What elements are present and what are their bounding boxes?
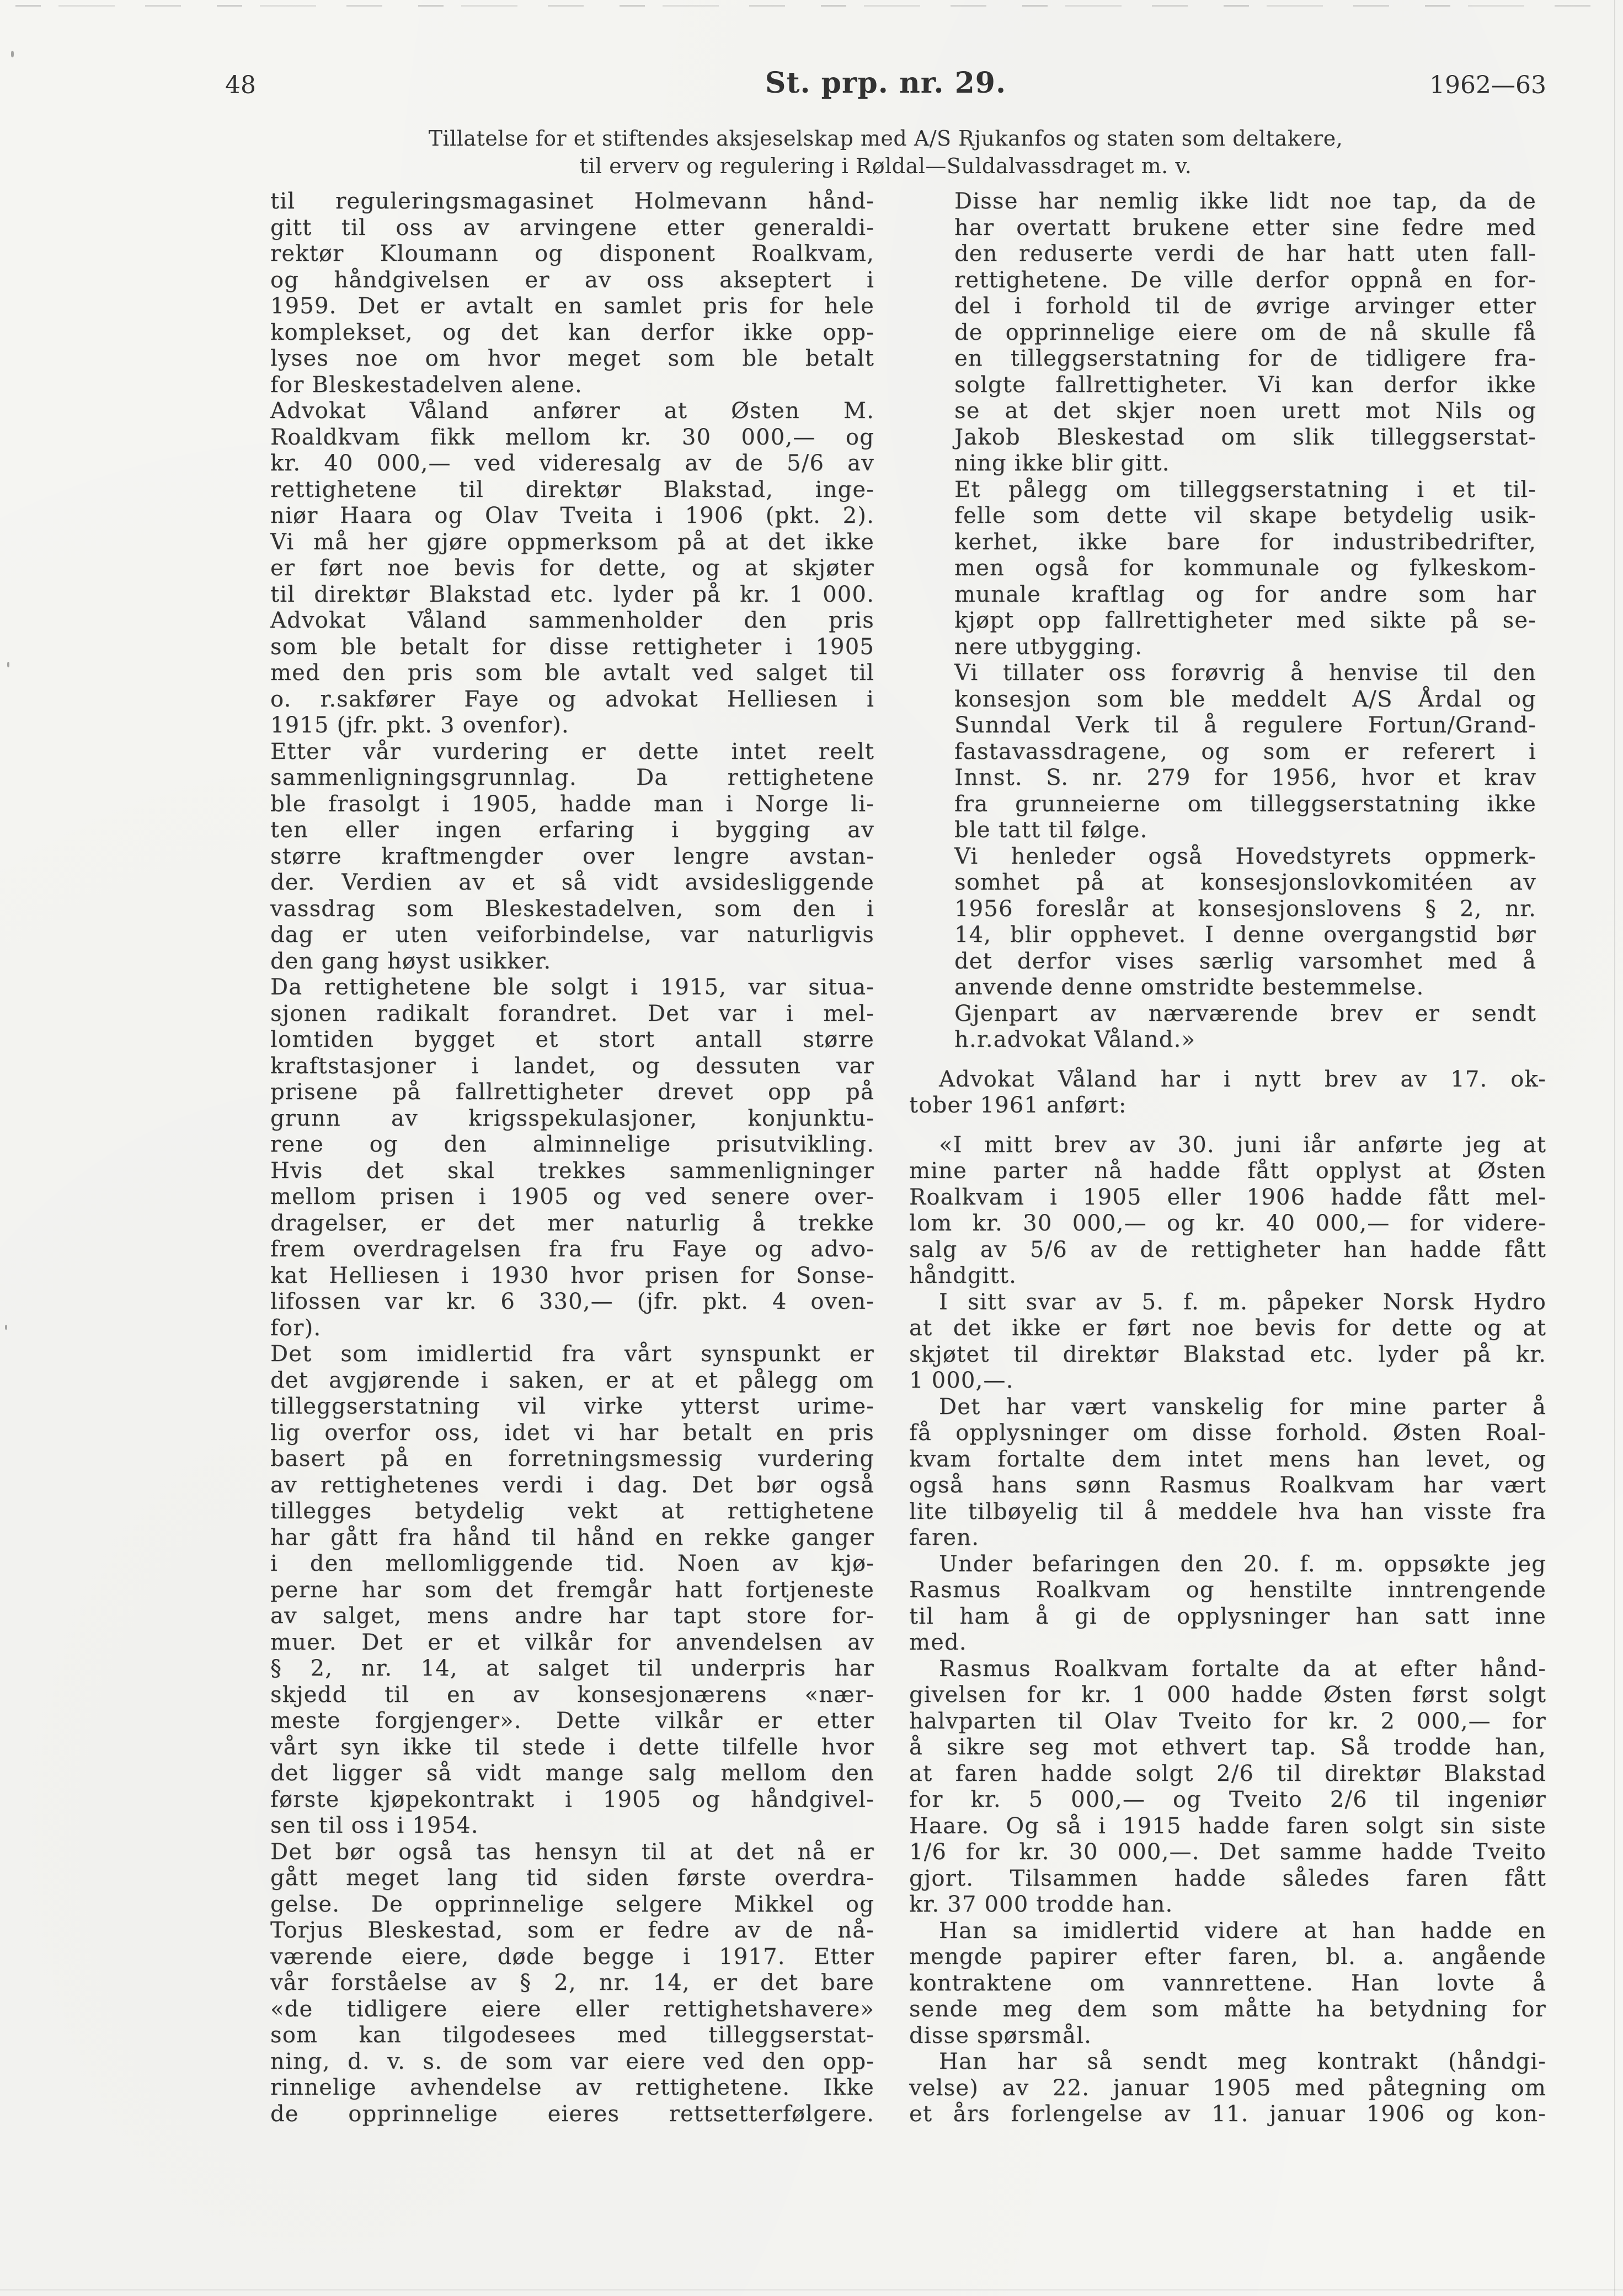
document-subtitle [225,125,1546,180]
text-line: Roalkvam i 1905 eller 1906 hadde fått mel- [909,1184,1546,1210]
text-line: sammenligningsgrunnlag. Da rettighetene [270,765,874,790]
text-line: håndgitt. [909,1263,1017,1288]
text-line: også hans sønn Rasmus Roalkvam har vært [909,1473,1546,1498]
text-line: Vi henleder også Hovedstyrets oppmerk- [954,843,1536,869]
text-line: å sikre seg mot ethvert tap. Så trodde han, [909,1735,1546,1760]
text-line: skjedd til en av konsesjonærens «nær- [270,1682,874,1708]
text-line: Da rettighetene ble solgt i 1915, var situa- [270,975,874,1000]
text-line: Under befaringen den 20. f. m. oppsøkte jeg [939,1551,1546,1577]
text-line: lom kr. 30 000,— og kr. 40 000,— for videre- [909,1211,1546,1236]
paragraph [270,1839,874,2128]
text-line: muer. Det er et vilkår for anvendelsen av [270,1629,874,1655]
text-line: mellom prisen i 1905 og ved senere over- [270,1184,874,1209]
paragraph [954,477,1536,661]
text-line: kerhet, ikke bare for industribedrifter, [954,529,1536,555]
paragraph [909,1551,1546,1656]
scan-speck [11,51,14,57]
text-line: 1959. Det er avtalt en samlet pris for hele [270,293,874,319]
text-line: Det har vært vanskelig for mine parter å [939,1394,1546,1420]
text-line: et års forlengelse av 11. januar 1906 og kon- [909,2101,1546,2127]
left-column [270,189,874,2127]
page-title: St. prp. nr. 29. [765,66,1007,100]
text-line: til reguleringsmagasinet Holmevann hånd- [270,189,874,214]
session-year: 1962—63 [1429,71,1546,99]
text-line: 1915 (jfr. pkt. 3 ovenfor). [270,713,569,738]
text-line: med den pris som ble avtalt ved salget til [270,660,874,686]
text-line: sen til oss i 1954. [270,1813,479,1838]
text-line: kjøpt opp fallrettigheter med sikte på se- [954,608,1536,633]
paragraph [270,1341,874,1839]
text-line: niør Haara og Olav Tveita i 1906 (pkt. 2). [270,503,874,528]
paragraph [954,189,1536,477]
text-line: 1 000,—. [909,1368,1014,1393]
text-line: værende eiere, døde begge i 1917. Etter [270,1944,874,1969]
text-line: faren. [909,1525,980,1550]
text-line: velse) av 22. januar 1905 med påtegning om [909,2075,1546,2101]
text-line: men også for kommunale og fylkeskom- [954,555,1536,581]
quoted-letter-block [909,189,1546,1053]
text-line: sende meg dem som måtte ha betydning for [909,1997,1546,2022]
text-line: § 2, nr. 14, at salget til underpris har [270,1656,874,1681]
text-line: for kr. 5 000,— og Tveito 2/6 til ingeniør [909,1787,1546,1812]
text-line: der. Verdien av et så vidt avsidesliggende [270,870,874,895]
paragraph [270,739,874,975]
text-line: er ført noe bevis for dette, og at skjøter [270,555,874,581]
subtitle-line-2: til erverv og regulering i Røldal—Suldalvassdraget m. v. [579,154,1192,178]
text-line: de opprinnelige eiere om de nå skulle få [954,319,1536,345]
text-line: Haare. Og så i 1915 hadde faren solgt sin siste [909,1813,1546,1839]
paragraph [954,660,1536,844]
paragraph [909,1067,1546,1119]
text-line: første kjøpekontrakt i 1905 og håndgivel- [270,1786,874,1812]
paragraph [909,1132,1546,1289]
text-line: som ble betalt for disse rettigheter i 1905 [270,634,874,660]
text-line: har gått fra hånd til hånd en rekke ganger [270,1524,874,1550]
text-line: gitt til oss av arvingene etter generaldi- [270,215,874,240]
text-line: Han har så sendt meg kontrakt (håndgi- [939,2049,1546,2074]
text-line: at det ikke er ført noe bevis for dette og at [909,1315,1546,1341]
text-line: med. [909,1630,967,1655]
text-line: 14, blir opphevet. I denne overgangstid bør [954,922,1536,948]
text-line: vårt syn ikke til stede i dette tilfelle hvor [270,1734,874,1760]
text-line: ning ikke blir gitt. [954,451,1170,476]
page-number: 48 [225,71,256,99]
text-line: av rettighetenes verdi i dag. Det bør også [270,1472,874,1498]
text-line: Han sa imidlertid videre at han hadde en [939,1918,1546,1944]
text-line: vår forståelse av § 2, nr. 14, er det bare [270,1970,874,1995]
paragraph [909,1394,1546,1551]
text-line: vassdrag som Bleskestadelven, som den i [270,896,874,922]
text-line: den gang høyst usikker. [270,948,552,974]
text-line: lyses noe om hvor meget som ble betalt [270,346,874,371]
text-line: halvparten til Olav Tveito for kr. 2 000,— for [909,1708,1546,1734]
paragraph [270,189,874,398]
text-line: den reduserte verdi de har hatt uten fall- [954,241,1536,266]
text-line: munale kraftlag og for andre som har [954,581,1536,607]
text-line: Advokat Våland sammenholder den pris [270,608,874,633]
text-line: prisene på fallrettigheter drevet opp på [270,1079,874,1105]
paragraph [909,2049,1546,2128]
text-line: Vi tillater oss forøvrig å henvise til den [954,660,1536,686]
text-line: givelsen for kr. 1 000 hadde Østen først solgt [909,1682,1546,1708]
paragraph [954,1001,1536,1053]
text-line: Advokat Våland har i nytt brev av 17. ok- [939,1066,1546,1092]
text-line: for). [270,1315,322,1341]
text-line: rettighetene. De ville derfor oppnå en for- [954,267,1536,293]
text-line: dragelser, er det mer naturlig å trekke [270,1210,874,1236]
text-line: ning, d. v. s. de som var eiere ved den opp- [270,2048,874,2074]
text-line: Rasmus Roalkvam og henstilte inntrengende [909,1577,1546,1603]
paragraph [954,844,1536,1001]
text-line: kat Helliesen i 1930 hvor prisen for Sonse- [270,1262,874,1288]
text-line: i den mellomliggende tid. Noen av kjø- [270,1551,874,1576]
text-line: kraftstasjoner i landet, og dessuten var [270,1053,874,1079]
text-line: perne har som det fremgår hatt fortjeneste [270,1577,874,1603]
text-line: som kan tilgodesees med tilleggserstat- [270,2022,874,2048]
subtitle-line-1: Tillatelse for et stiftendes aksjeselskap med A/S Rjukanfos og staten som deltakere, [428,126,1343,151]
text-line: det ligger så vidt mange salg mellom den [270,1760,874,1786]
paragraph [909,1289,1546,1394]
text-line: kvam fortalte dem intet mens han levet, og [909,1446,1546,1472]
text-line: gelse. De opprinnelige selgere Mikkel og [270,1891,874,1917]
text-line: «de tidligere eiere eller rettighetshavere» [270,1996,874,2022]
text-line: og håndgivelsen er av oss akseptert i [270,267,874,293]
text-line: har overtatt brukene etter sine fedre med [954,215,1536,240]
text-line: 1/6 for kr. 30 000,—. Det samme hadde Tveito [909,1839,1546,1865]
text-line: nere utbygging. [954,634,1143,660]
text-line: til ham å gi de opplysninger han satt inne [909,1603,1546,1629]
text-line: lomtiden bygget et stort antall større [270,1027,874,1052]
text-line: de opprinnelige eieres rettsetterfølgere. [270,2101,874,2127]
text-line: Det som imidlertid fra vårt synspunkt er [270,1341,874,1367]
text-line: kr. 37 000 trodde han. [909,1892,1173,1917]
text-line: mine parter nå hadde fått opplyst at Østen [909,1158,1546,1184]
text-line: det avgjørende i saken, er at et pålegg om [270,1367,874,1393]
text-line: Hvis det skal trekkes sammenligninger [270,1158,874,1184]
text-line: Sunndal Verk til å regulere Fortun/Grand- [954,713,1536,738]
text-line: sjonen radikalt forandret. Det var i mel- [270,1000,874,1026]
text-line: ble tatt til følge. [954,817,1148,843]
paragraph [270,1158,874,1342]
text-line: frem overdragelsen fra fru Faye og advo- [270,1237,874,1262]
text-line: I sitt svar av 5. f. m. påpeker Norsk Hydro [939,1289,1546,1315]
text-line: rene og den alminnelige prisutvikling. [270,1132,874,1157]
text-line: Jakob Bleskestad om slik tilleggserstat- [954,424,1536,450]
text-line: få opplysninger om disse forhold. Østen Roal- [909,1420,1546,1446]
text-line: Roaldkvam fikk mellom kr. 30 000,— og [270,424,874,450]
text-line: del i forhold til de øvrige arvinger etter [954,293,1536,319]
text-line: større kraftmengder over lengre avstan- [270,843,874,869]
text-line: mengde papirer efter faren, bl. a. angående [909,1944,1546,1969]
text-line: anvende denne omstridte bestemmelse. [954,975,1424,1000]
scan-artifact-top-line [15,5,1617,7]
right-column [909,189,1546,2128]
paragraph [270,398,874,739]
text-line: kontraktene om vannrettene. Han lovte å [909,1970,1546,1996]
text-line: h.r.advokat Våland.» [954,1027,1196,1052]
text-line: til direktør Blakstad etc. lyder på kr. 1 000. [270,581,874,607]
paragraph [909,1656,1546,1918]
text-line: ten eller ingen erfaring i bygging av [270,817,874,843]
text-line: disse spørsmål. [909,2022,1092,2048]
page-content [225,68,1546,2128]
text-line: somhet på at konsesjonslovkomitéen av [954,870,1536,895]
paragraph [909,1918,1546,2049]
two-column-body [225,189,1546,2128]
text-line: kr. 40 000,— ved videresalg av de 5/6 av [270,451,874,476]
text-line: for Bleskestadelven alene. [270,372,583,398]
text-line: tillegges betydelig vekt at rettighetene [270,1498,874,1524]
text-line: meste forgjenger». Dette vilkår er etter [270,1708,874,1733]
text-line: gjort. Tilsammen hadde således faren fått [909,1865,1546,1891]
text-line: Advokat Våland anfører at Østen M. [270,398,874,424]
text-line: 1956 foreslår at konsesjonslovens § 2, nr. [954,896,1536,922]
text-line: skjøtet til direktør Blakstad etc. lyder på kr. [909,1341,1546,1367]
text-line: rettighetene til direktør Blakstad, inge- [270,477,874,502]
text-line: Etter vår vurdering er dette intet reelt [270,738,874,764]
text-line: rinnelige avhendelse av rettighetene. Ikke [270,2075,874,2100]
text-line: tilleggserstatning vil virke ytterst urime- [270,1394,874,1419]
text-line: Vi må her gjøre oppmerksom på at det ikke [270,529,874,555]
text-line: dag er uten veiforbindelse, var naturligvis [270,922,874,948]
text-line: Et pålegg om tilleggserstatning i et til- [954,477,1536,502]
scan-edge-bottom [0,2289,1623,2290]
text-line: «I mitt brev av 30. juni iår anførte jeg at [939,1132,1546,1158]
text-line: det derfor vises særlig varsomhet med å [954,948,1536,974]
text-line: lig overfor oss, idet vi har betalt en pris [270,1420,874,1446]
text-line: grunn av krigsspekulasjoner, konjunktu- [270,1105,874,1131]
text-line: Gjenpart av nærværende brev er sendt [954,1000,1536,1026]
text-line: Innst. S. nr. 279 for 1956, hvor et krav [954,765,1536,790]
text-line: fastavassdragene, og som er referert i [954,738,1536,764]
text-line: at faren hadde solgt 2/6 til direktør Blakstad [909,1760,1546,1786]
text-line: lite tilbøyelig til å meddele hva han visste fra [909,1498,1546,1524]
text-line: solgte fallrettigheter. Vi kan derfor ikke [954,372,1536,398]
text-block [270,189,874,2127]
text-line: tober 1961 anført: [909,1093,1127,1118]
text-line: salg av 5/6 av de rettigheter han hadde fått [909,1237,1546,1262]
text-line: se at det skjer noen urett mot Nils og [954,398,1536,424]
text-line: felle som dette vil skape betydelig usik- [954,503,1536,528]
scan-speck [7,662,9,667]
page-header [225,68,1546,103]
text-line: Disse har nemlig ikke lidt noe tap, da de [954,189,1536,214]
text-line: Rasmus Roalkvam fortalte da at efter hånd- [939,1656,1546,1682]
text-line: gått meget lang tid siden første overdra- [270,1865,874,1891]
text-line: en tilleggserstatning for de tidligere fra- [954,346,1536,371]
text-line: av salget, mens andre har tapt store for- [270,1603,874,1629]
text-line: lifossen var kr. 6 330,— (jfr. pkt. 4 oven- [270,1289,874,1314]
text-block [909,1067,1546,2128]
text-line: basert på en forretningsmessig vurdering [270,1446,874,1471]
text-line: Torjus Bleskestad, som er fedre av de nå- [270,1918,874,1943]
text-line: Det bør også tas hensyn til at det nå er [270,1839,874,1865]
scan-edge-right [1614,0,1615,2296]
text-line: rektør Kloumann og disponent Roalkvam, [270,241,874,266]
text-line: o. r.sakfører Faye og advokat Helliesen i [270,686,874,712]
paragraph [270,975,874,1158]
text-line: komplekset, og det kan derfor ikke opp- [270,319,874,345]
text-line: fra grunneierne om tilleggserstatning ikke [954,791,1536,817]
text-line: konsesjon som ble meddelt A/S Årdal og [954,686,1536,712]
scan-speck [5,1325,7,1330]
text-line: ble frasolgt i 1905, hadde man i Norge li- [270,791,874,817]
